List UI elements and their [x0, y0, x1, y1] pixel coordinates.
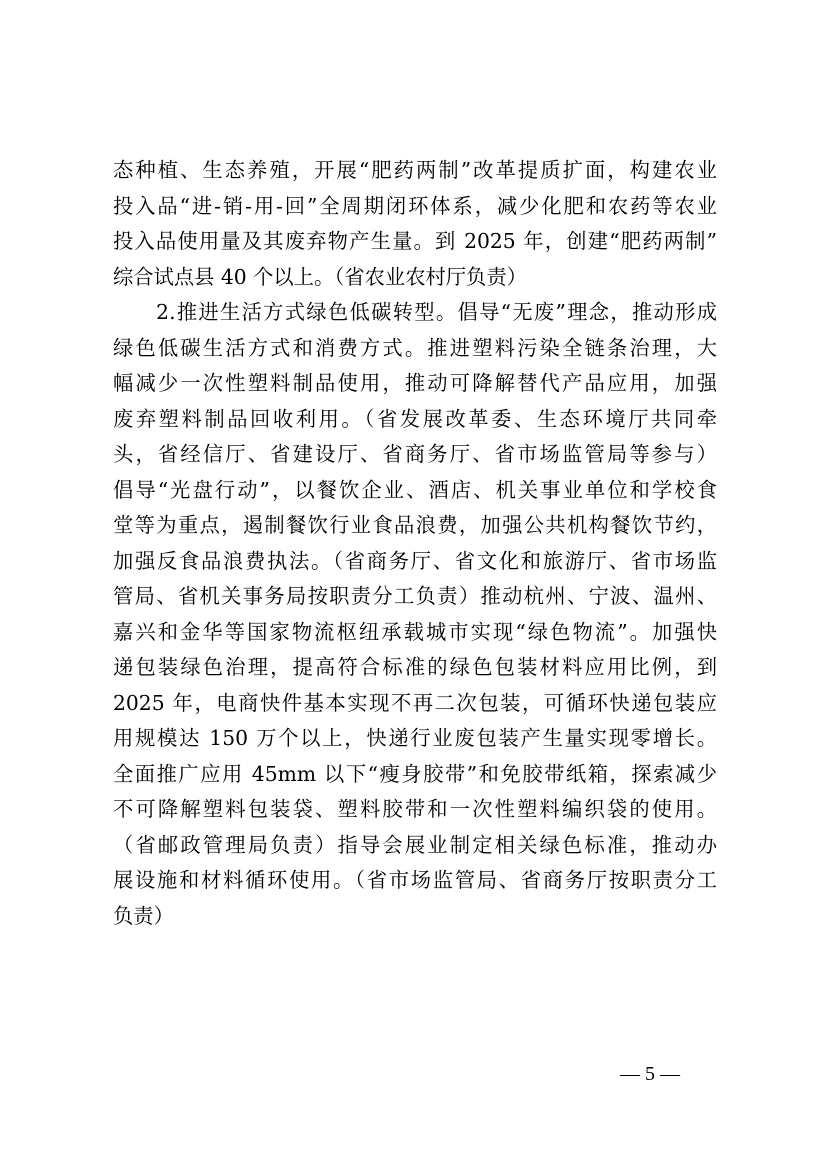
- text-line: （省邮政管理局负责）指导会展业制定相关绿色标准，推动办: [113, 832, 717, 857]
- text-line: 2025 年，电商快件基本实现不再二次包装，可循环快递包装应: [113, 690, 717, 715]
- page-number: — 5 —: [620, 1063, 680, 1085]
- text-line: 管局、省机关事务局按职责分工负责）推动杭州、宁波、温州、: [113, 584, 717, 608]
- text-line: 态种植、生态养殖，开展“肥药两制”改革提质扩面，构建农业: [113, 158, 717, 182]
- text-line: 嘉兴和金华等国家物流枢纽承载城市实现“绿色物流”。加强快: [113, 619, 717, 644]
- text-line: 投入品使用量及其废弃物产生量。到 2025 年，创建“肥药两制”: [113, 229, 717, 253]
- text-line: 倡导“光盘行动”，以餐饮企业、酒店、机关事业单位和学校食: [113, 477, 717, 502]
- text-line: 递包装绿色治理，提高符合标准的绿色包装材料应用比例，到: [113, 655, 717, 679]
- text-line: 绿色低碳生活方式和消费方式。推进塑料污染全链条治理，大: [113, 335, 717, 360]
- text-line: 2.推进生活方式绿色低碳转型。倡导“无废”理念，推动形成: [113, 300, 717, 324]
- text-line: 不可降解塑料包装袋、塑料胶带和一次性塑料编织袋的使用。: [113, 797, 717, 821]
- text-line: 综合试点县 40 个以上。（省农业农村厅负责）: [113, 264, 527, 289]
- text-line: 废弃塑料制品回收利用。（省发展改革委、生态环境厅共同牵: [113, 406, 717, 431]
- text-line: 投入品“进-销-用-回”全周期闭环体系，减少化肥和农药等农业: [113, 193, 717, 218]
- text-line: 负责）: [113, 903, 174, 928]
- text-line: 幅减少一次性塑料制品使用，推动可降解替代产品应用，加强: [113, 371, 717, 395]
- text-line: 用规模达 150 万个以上，快递行业废包装产生量实现零增长。: [113, 726, 717, 750]
- text-line: 全面推广应用 45mm 以下“瘦身胶带”和免胶带纸箱，探索减少: [113, 761, 717, 786]
- text-line: 头，省经信厅、省建设厅、省商务厅、省市场监管局等参与）: [113, 442, 717, 466]
- body-text: [113, 153, 717, 934]
- text-line: 堂等为重点，遏制餐饮行业食品浪费，加强公共机构餐饮节约，: [113, 513, 717, 537]
- text-line: 展设施和材料循环使用。（省市场监管局、省商务厅按职责分工: [113, 868, 717, 892]
- text-line: 加强反食品浪费执法。（省商务厅、省文化和旅游厅、省市场监: [113, 548, 717, 573]
